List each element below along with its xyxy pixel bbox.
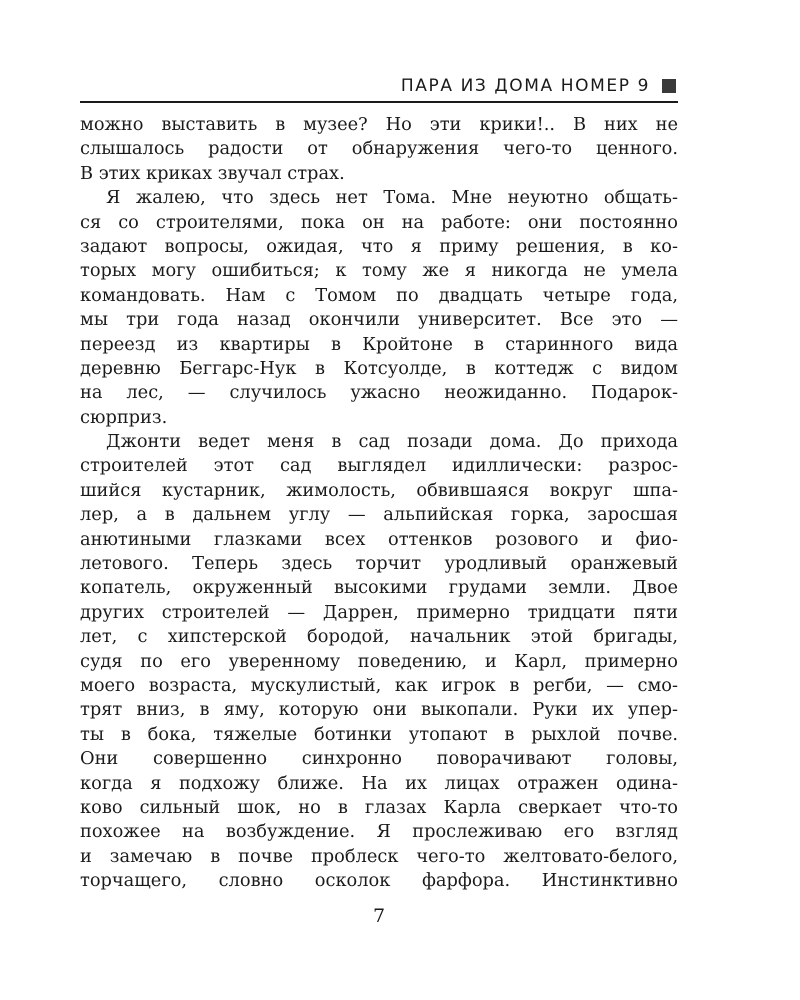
text-line: моего возраста, мускулистый, как игрок в регби, — смо- (80, 674, 678, 696)
text-line: ся со строителями, пока он на работе: они постоянно (80, 211, 678, 233)
text-line: задают вопросы, ожидая, что я приму решения, в ко- (80, 235, 678, 257)
text-line: когда я подхожу ближе. На их лицах отражен одина- (80, 772, 678, 794)
text-line: мы три года назад окончили университет. Все это — (80, 309, 678, 331)
text-line: командовать. Нам с Томом по двадцать четыре года, (80, 284, 678, 306)
text-line: В этих криках звучал страх. (80, 162, 345, 184)
body-text (80, 113, 678, 894)
text-line: шийся кустарник, жимолость, обвившаяся вокруг шпа- (80, 479, 678, 501)
text-line: торых могу ошибиться; к тому же я никогда не умела (80, 260, 678, 282)
text-line: судя по его уверенному поведению, и Карл, примерно (80, 650, 678, 672)
text-line: копатель, окруженный высокими грудами земли. Двое (80, 577, 678, 599)
text-line: Я жалею, что здесь нет Тома. Мне неуютно общать- (106, 187, 678, 209)
text-line: Они совершенно синхронно поворачивают головы, (80, 748, 678, 770)
text-line: и замечаю в почве проблеск чего-то желтовато-белого, (80, 845, 678, 867)
square-marker-icon (662, 79, 676, 93)
text-line: торчащего, словно осколок фарфора. Инстинктивно (80, 870, 678, 892)
text-line: других строителей — Даррен, примерно тридцати пяти (80, 601, 678, 623)
running-head-title: ПАРА ИЗ ДОМА НОМЕР 9 (400, 76, 650, 96)
page-number: 7 (372, 905, 386, 927)
text-line: лер, а в дальнем углу — альпийская горка, заросшая (80, 504, 678, 526)
text-line: Джонти ведет меня в сад позади дома. До прихода (106, 431, 678, 453)
text-line: анютиными глазками всех оттенков розового и фио- (80, 528, 678, 550)
text-line: летового. Теперь здесь торчит уродливый оранжевый (80, 553, 678, 575)
text-line: похожее на возбуждение. Я прослеживаю его взгляд (80, 821, 678, 843)
text-line: переезд из квартиры в Кройтоне в старинного вида (80, 333, 678, 355)
text-line: ты в бока, тяжелые ботинки утопают в рыхлой почве. (80, 723, 678, 745)
text-line: деревню Беггарс-Нук в Котсуолде, в коттедж с видом (80, 357, 678, 379)
text-line: ково сильный шок, но в глазах Карла сверкает что-то (80, 796, 678, 818)
text-line: слышалось радости от обнаружения чего-то ценного. (80, 138, 678, 160)
text-line: сюрприз. (80, 406, 168, 428)
header-rule (80, 101, 678, 103)
text-line: строителей этот сад выглядел идиллически: разрос- (80, 455, 678, 477)
text-line: трят вниз, в яму, которую они выкопали. Руки их упер- (80, 699, 678, 721)
running-head (80, 74, 678, 98)
text-line: лет, с хипстерской бородой, начальник этой бригады, (80, 626, 678, 648)
text-line: на лес, — случилось ужасно неожиданно. Подарок- (80, 382, 678, 404)
text-line: можно выставить в музее? Но эти крики!.. В них не (80, 114, 678, 135)
